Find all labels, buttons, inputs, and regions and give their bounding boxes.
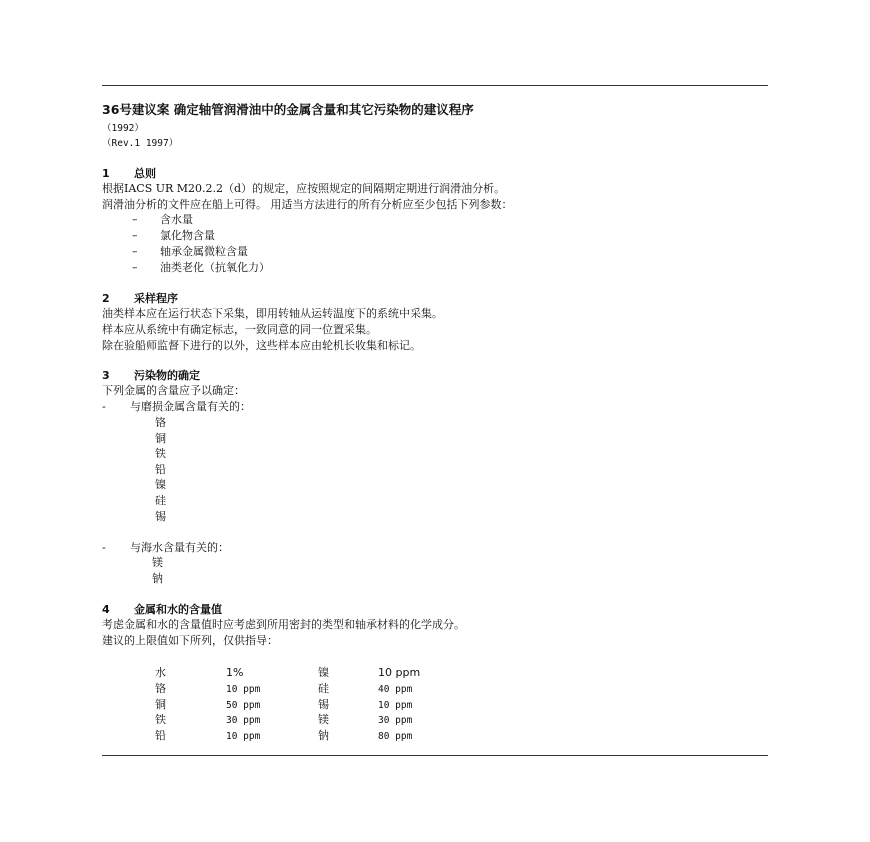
table-cell-value: 30 ppm xyxy=(226,715,261,726)
table-cell-element: 水 xyxy=(155,666,166,679)
wear-metal-item: 铬 xyxy=(155,416,166,429)
table-cell-element: 铬 xyxy=(155,682,166,695)
wear-metal-item: 铜 xyxy=(155,432,166,445)
list-item: 氯化物含量 xyxy=(160,229,215,242)
list-item: 轴承金属微粒含量 xyxy=(160,245,248,258)
table-cell-element: 铁 xyxy=(155,713,166,726)
table-cell-element: 硅 xyxy=(318,682,329,695)
section-2-paragraph: 除在验船师监督下进行的以外，这些样本应由轮机长收集和标记。 xyxy=(102,339,421,352)
section-4-paragraph: 考虑金属和水的含量值时应考虑到所用密封的类型和轴承材料的化学成分。 xyxy=(102,618,465,631)
section-1-paragraph: 根据IACS UR M20.2.2（d）的规定，应按照规定的间隔期定期进行润滑油分析。 xyxy=(102,182,506,195)
wear-metal-item: 铅 xyxy=(155,463,166,476)
section-4-heading: 金属和水的含量值 xyxy=(134,603,222,616)
table-cell-value: 30 ppm xyxy=(378,715,413,726)
section-4-number: 4 xyxy=(102,603,110,616)
document-year: （1992） xyxy=(102,123,144,134)
table-cell-element: 锡 xyxy=(318,698,329,711)
wear-metal-item: 锡 xyxy=(155,510,166,523)
list-item-dash: - xyxy=(102,400,106,413)
section-2-paragraph: 油类样本应在运行状态下采集，即用转轴从运转温度下的系统中采集。 xyxy=(102,307,443,320)
table-cell-value: 10 ppm xyxy=(226,684,261,695)
section-1-paragraph: 润滑油分析的文件应在船上可得。 用适当方法进行的所有分析应至少包括下列参数： xyxy=(102,198,513,211)
bottom-rule xyxy=(102,755,768,756)
top-rule xyxy=(102,85,768,86)
document-title: 36号建议案 确定轴管润滑油中的金属含量和其它污染物的建议程序 xyxy=(102,102,474,117)
table-cell-value: 40 ppm xyxy=(378,684,413,695)
table-cell-element: 镁 xyxy=(318,713,329,726)
list-item-dash: – xyxy=(132,261,138,274)
seawater-metal-item: 钠 xyxy=(152,572,163,585)
list-item-dash: – xyxy=(132,213,138,226)
section-2-heading: 采样程序 xyxy=(134,292,178,305)
section-1-number: 1 xyxy=(102,167,110,180)
table-cell-element: 镍 xyxy=(318,666,329,679)
document-revision: （Rev.1 1997） xyxy=(102,138,179,149)
wear-metal-item: 铁 xyxy=(155,447,166,460)
section-3-number: 3 xyxy=(102,369,110,382)
table-cell-value: 50 ppm xyxy=(226,700,261,711)
section-3-paragraph: 下列金属的含量应予以确定： xyxy=(102,384,245,397)
table-cell-value: 1% xyxy=(226,666,244,679)
section-4-paragraph: 建议的上限值如下所列，仅供指导： xyxy=(102,634,278,647)
table-cell-value: 80 ppm xyxy=(378,731,413,742)
wear-metal-item: 硅 xyxy=(155,494,166,507)
seawater-label: 与海水含量有关的： xyxy=(130,541,229,554)
table-cell-value: 10 ppm xyxy=(378,700,413,711)
wear-metal-item: 镍 xyxy=(155,478,166,491)
list-item: 含水量 xyxy=(160,213,193,226)
section-2-paragraph: 样本应从系统中有确定标志，一致同意的同一位置采集。 xyxy=(102,323,377,336)
section-2-number: 2 xyxy=(102,292,110,305)
list-item-dash: - xyxy=(102,541,106,554)
table-cell-element: 铅 xyxy=(155,729,166,742)
table-cell-element: 铜 xyxy=(155,698,166,711)
table-cell-value: 10 ppm xyxy=(226,731,261,742)
section-3-heading: 污染物的确定 xyxy=(134,369,200,382)
table-cell-value: 10 ppm xyxy=(378,666,421,679)
list-item-dash: – xyxy=(132,245,138,258)
wear-metals-label: 与磨损金属含量有关的： xyxy=(130,400,251,413)
list-item: 油类老化（抗氧化力） xyxy=(160,261,270,274)
table-cell-element: 钠 xyxy=(318,729,329,742)
seawater-metal-item: 镁 xyxy=(152,556,163,569)
list-item-dash: – xyxy=(132,229,138,242)
section-1-heading: 总则 xyxy=(134,167,156,180)
